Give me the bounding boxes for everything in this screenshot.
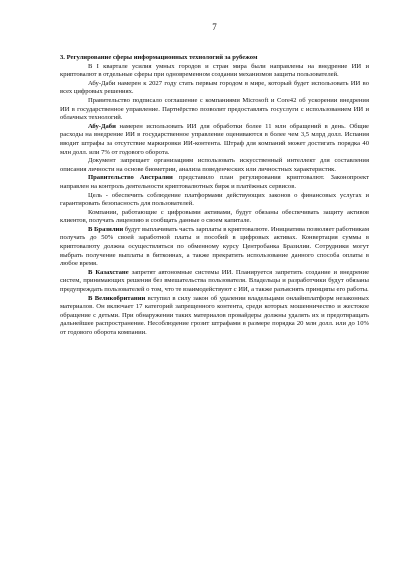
- paragraph-text: представило план регулирования криптовалют. Законопроект направлен на контроль деятельности криптовалютных бирж и платёжных сервисов.: [60, 174, 369, 190]
- paragraph-companies: [60, 209, 369, 226]
- paragraph-biometrics: [60, 157, 369, 174]
- paragraph-text: В I квартале усилия умных городов и стран мира были направлены на внедрение ИИ и криптовалют в отдельные сферы при одновременном создании механизмов защиты пользователей.: [60, 62, 369, 79]
- paragraph-abu-dhabi-2027: [60, 80, 369, 97]
- paragraph-lead: Правительство Австралии: [88, 174, 173, 182]
- paragraph-brazil: [60, 226, 369, 269]
- paragraph-goal: [60, 192, 369, 209]
- page-number: 7: [212, 22, 217, 32]
- paragraph-text: намерен использовать ИИ для обработки более 11 млн обращений в день. Общие расходы на внедрение ИИ в государственное управление оцениваются в более чем 3,5 млрд долл. Испания вводит штрафы за отсутствие маркировки ИИ-контента. Штраф для компаний может достигать порядка 40 млн долл. или 7% от годового оборота.: [60, 122, 369, 156]
- paragraph-text: Цель - обеспечить соблюдение платформами действующих законов о финансовых услугах и гарантировать безопасность для пользователей.: [60, 191, 369, 208]
- paragraph-microsoft-core42: [60, 97, 369, 123]
- paragraph-kazakhstan: [60, 269, 369, 295]
- section-heading: 3. Регулирование сферы информационных технологий за рубежом: [60, 54, 258, 61]
- paragraph-lead: В Казахстане: [88, 268, 129, 276]
- paragraph-lead: Абу-Даби: [88, 122, 116, 130]
- paragraph-lead: В Бразилии: [88, 225, 124, 233]
- paragraph-text: будут выплачивать часть зарплаты в криптовалюте. Инициатива позволяет работникам получать до 50% своей заработной платы и пособий в цифровых активах. Конвертация суммы в криптовалюту должна осуществляться по обменному курсу Центробанка Бразилии. Сотрудники могут выбрать получение выплаты в биткоинах, а также прекратить использование данного способа оплаты в любое время.: [60, 225, 369, 268]
- paragraph-abu-dhabi-requests: [60, 123, 369, 157]
- paragraph-text: Документ запрещает организациям использовать искусственный интеллект для составления описания личности на основе биометрии, анализа поведенческих или личностных характеристик.: [60, 157, 369, 173]
- body-text: [60, 63, 369, 338]
- paragraph-lead: В Великобритании: [88, 294, 146, 302]
- paragraph-text: запретят автономные системы ИИ. Планируется запретить создание и внедрение систем, принимающих решения без вмешательства пользователя. Владельцы и разработчики будут обязаны предупреждать пользователей о том, что те взаимодействуют с ИИ, а также разъяснять принципы его работы.: [60, 268, 369, 294]
- paragraph-text: вступил в силу закон об удалении владельцами онлайнплатформ незаконных материалов. Он включает 17 категорий запрещенного контента, среди которых мошенничество и жестокое обращение с детьми. При обнаружении таких материалов провайдеры должны удалять их и предотвращать дальнейшее распространение. Несоблюдение грозит штрафами в размере порядка 20 млн долл. или до 10% от годового оборота компании.: [60, 294, 370, 336]
- paragraph-text: Компании, работающие с цифровыми активами, будут обязаны обеспечивать защиту активов клиентов, получать лицензию и сообщать данные о своем капитале.: [60, 208, 369, 225]
- paragraph-text: Абу-Даби намерен к 2027 году стать первым городом в мире, который будет использовать ИИ во всех цифровых решениях.: [60, 79, 369, 96]
- paragraph-australia: [60, 174, 369, 191]
- paragraph-text: Правительство подписало соглашение с компаниями Microsoft и Core42 об ускорении внедрения ИИ в государственное управление. Партнёрство позволит предоставлять госуслуги с использованием ИИ и облачных технологий.: [60, 96, 369, 122]
- paragraph-uk: [60, 295, 369, 338]
- paragraph-intro: [60, 63, 369, 80]
